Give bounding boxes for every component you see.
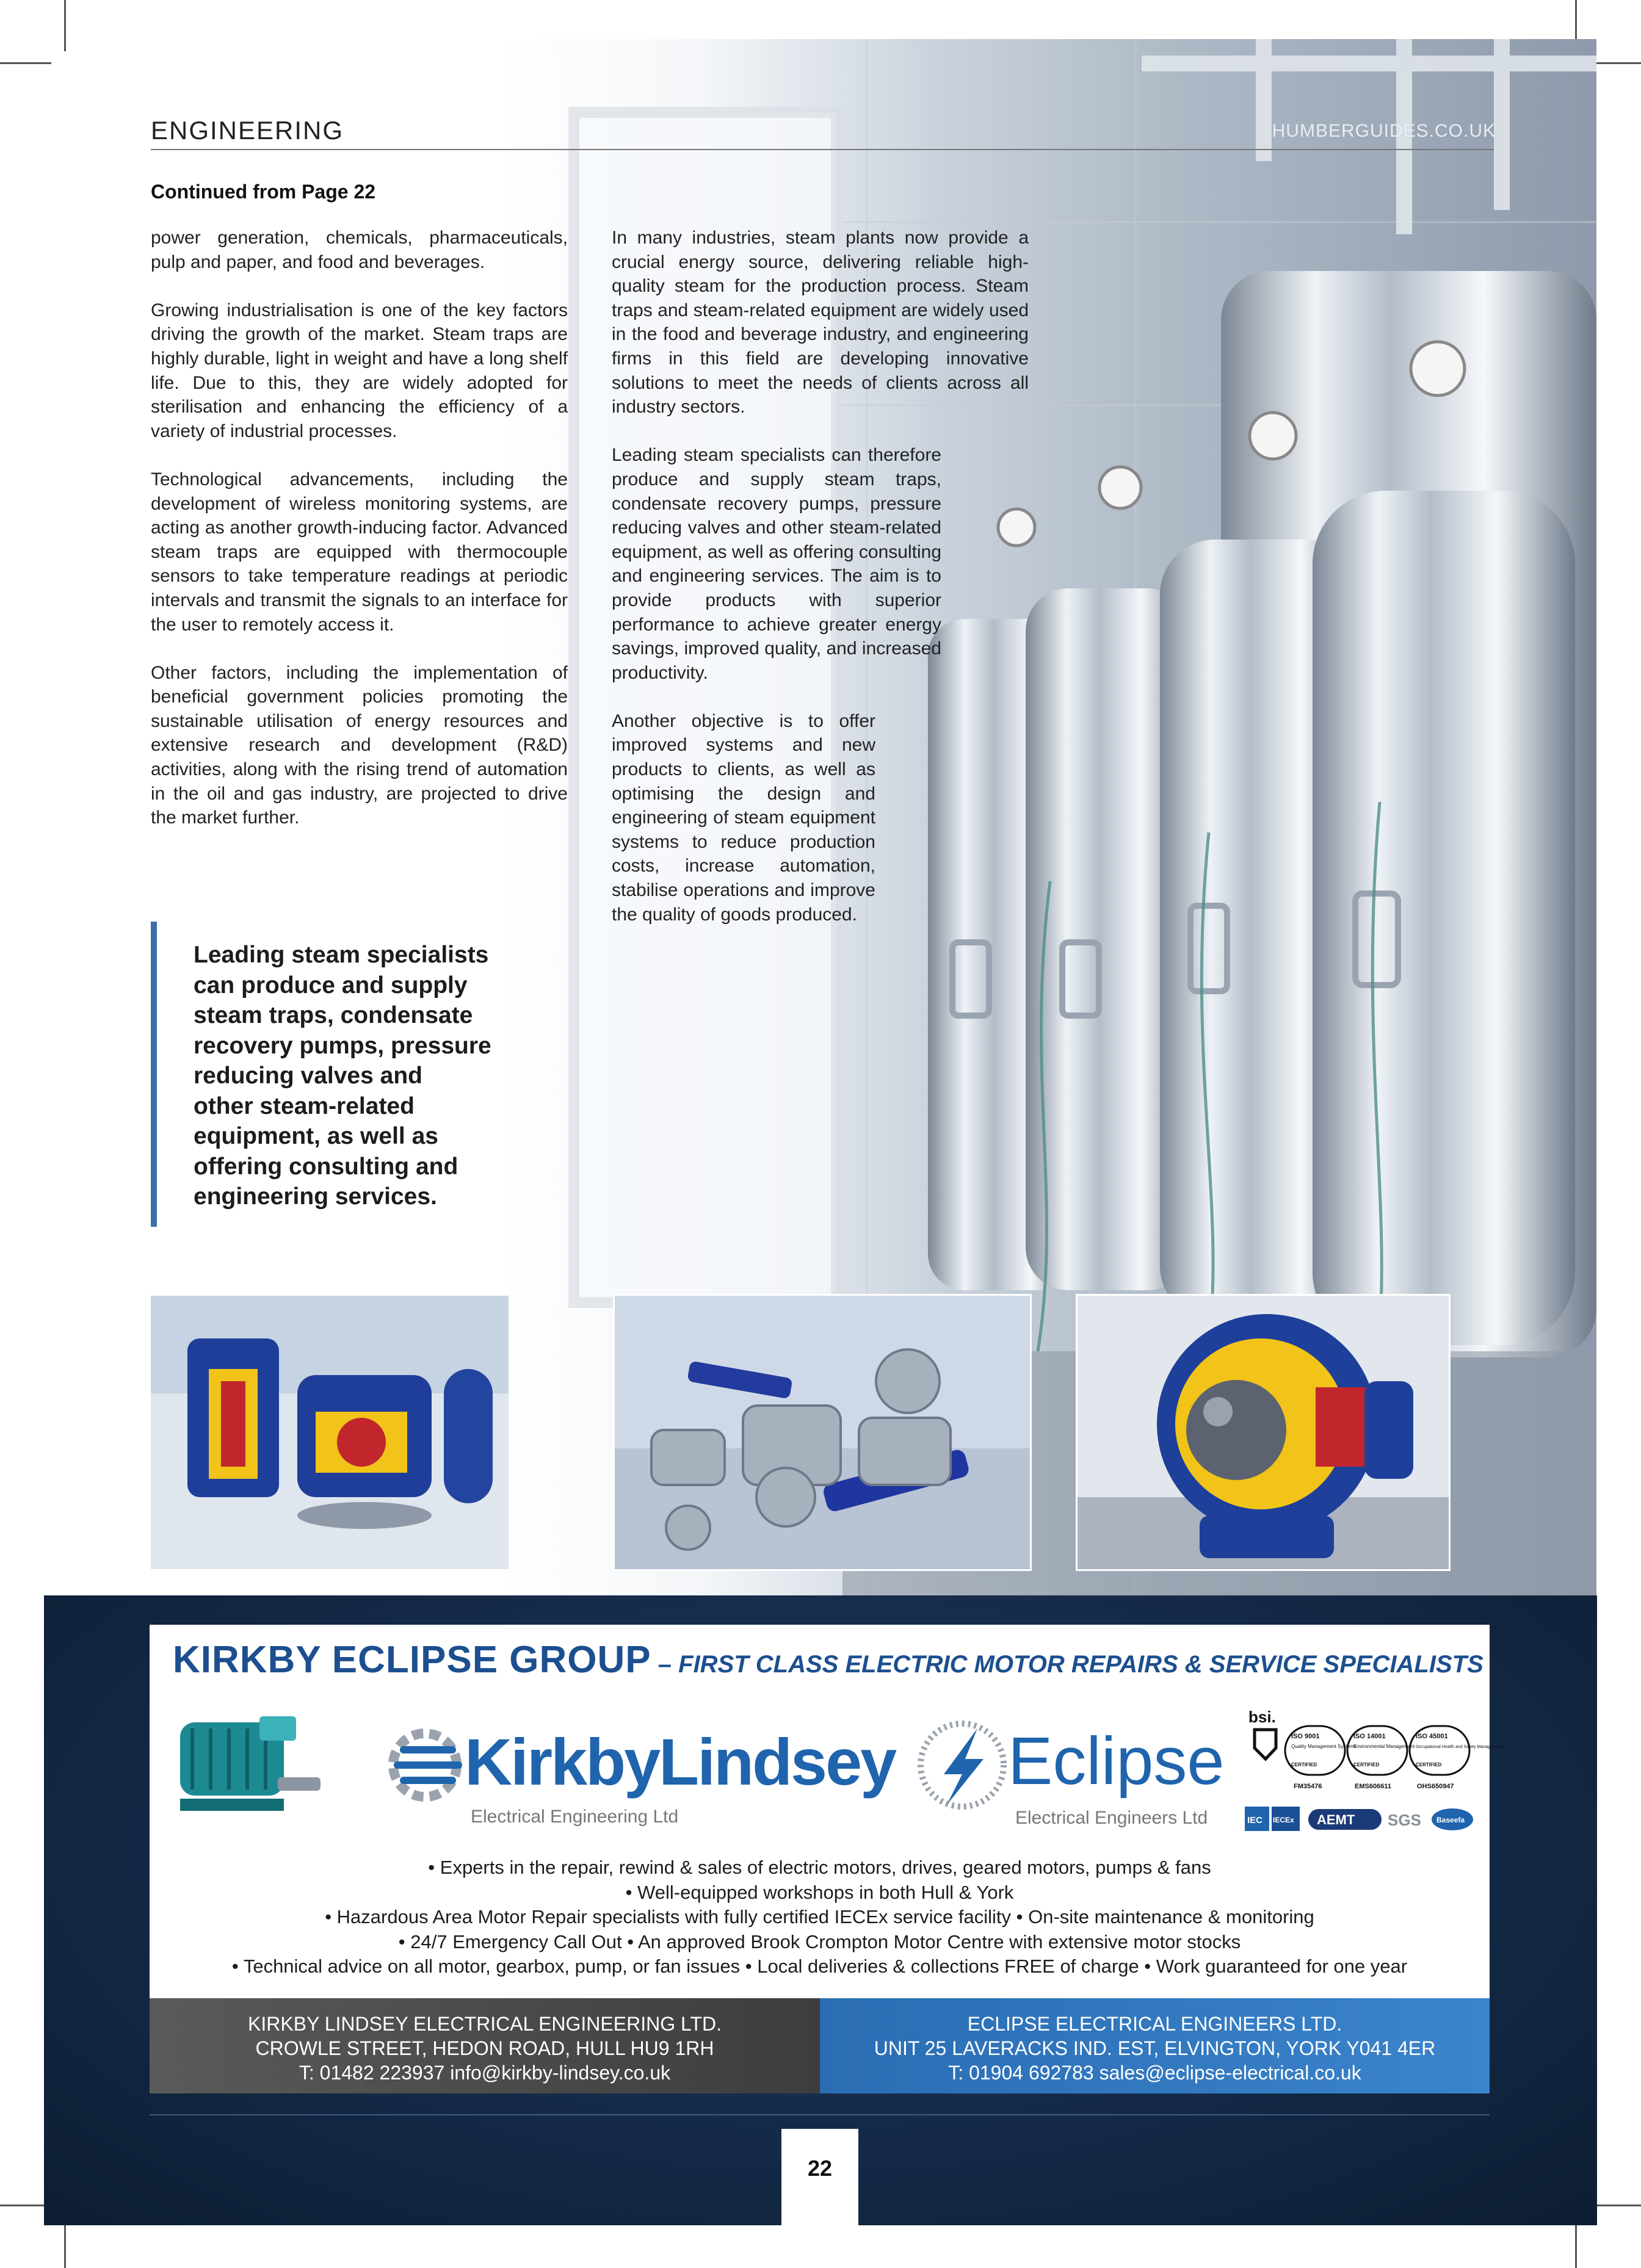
services-list <box>150 1855 1490 1979</box>
pull-quote-line: steam traps, condensate <box>194 1002 473 1028</box>
bsi-label: bsi. <box>1248 1708 1276 1726</box>
bsi-kitemark-icon <box>1248 1708 1276 1759</box>
crop-mark <box>1590 62 1641 64</box>
iecex-label: IECEx <box>1273 1816 1294 1824</box>
electric-motor-icon <box>168 1698 327 1826</box>
ad-title-tagline: – FIRST CLASS ELECTRIC MOTOR REPAIRS & SERVICE SPECIALISTS <box>651 1651 1483 1678</box>
service-line: • 24/7 Emergency Call Out • An approved Brook Crompton Motor Centre with extensive motor stocks <box>398 1930 1241 1952</box>
paragraph: Growing industrialisation is one of the key factors driving the growth of the market. Steam traps are highly durable, light in weight and have a long shelf life. Due to this, they are widely adopted for sterilisation and enhancing the efficiency of a variety of industrial processes. <box>151 300 568 441</box>
pull-quote-line: engineering services. <box>194 1183 437 1210</box>
steam-trap-cutaway-photo <box>149 1294 510 1571</box>
sgs-label: SGS <box>1388 1811 1421 1829</box>
iso-45001: ISO 45001 <box>1416 1733 1448 1740</box>
site-url[interactable]: HUMBERGUIDES.CO.UK <box>1272 121 1496 141</box>
address-line: UNIT 25 LAVERACKS IND. EST, ELVINGTON, YORK Y041 4ER <box>874 2037 1436 2059</box>
certified-label: CERTIFIED <box>1353 1762 1380 1768</box>
section-label: ENGINEERING <box>151 116 344 145</box>
iso-45001-label: Occupational Health and Safety Management <box>1416 1745 1502 1749</box>
contact-line[interactable]: T: 01482 223937 info@kirkby-lindsey.co.uk <box>299 2062 671 2084</box>
service-line: • Well-equipped workshops in both Hull & York <box>625 1881 1014 1903</box>
cert-code: OHS650947 <box>1417 1783 1454 1790</box>
article-column-1 <box>151 226 568 854</box>
certification-badges <box>1242 1705 1502 1846</box>
page-number-box <box>781 2129 858 2225</box>
crop-mark <box>64 0 66 51</box>
header-rule <box>151 149 1494 150</box>
paragraph: power generation, chemicals, pharmaceuticals, pulp and paper, and food and beverages. <box>151 228 568 272</box>
pull-quote-line: can produce and supply <box>194 972 468 999</box>
pull-quote-line: offering consulting and <box>194 1153 458 1180</box>
pull-quote-line: reducing valves and <box>194 1063 422 1089</box>
iso-14001-label: Environmental Management <box>1353 1744 1415 1749</box>
ad-title <box>173 1638 1483 1681</box>
cert-code: EMS606611 <box>1355 1783 1391 1790</box>
pull-quote <box>151 922 572 1227</box>
kirkby-eclipse-advert[interactable] <box>150 1625 1502 2093</box>
service-line: • Hazardous Area Motor Repair specialists with fully certified IECEx service facility • On-site maintenance & monitoring <box>325 1906 1314 1927</box>
gear-icon <box>385 1716 465 1814</box>
eclipse-subtitle: Electrical Engineers Ltd <box>1015 1808 1208 1828</box>
paragraph: Leading steam specialists can therefore produce and supply steam traps, condensate recovery pumps, pressure reducing valves and other steam-related equipment, as well as offering consulting and engineering services. The aim is to provide products with superior performance to achieve greater energy savings, improved quality, and increased productivity. <box>612 445 941 683</box>
service-line: • Experts in the repair, rewind & sales of electric motors, drives, geared motors, pumps & fans <box>428 1857 1211 1878</box>
float-trap-cutaway-photo <box>1076 1294 1451 1571</box>
iso-9001: ISO 9001 <box>1291 1733 1320 1740</box>
lightning-bolt-icon <box>916 1716 1008 1814</box>
eclipse-name: Eclipse <box>1008 1724 1225 1799</box>
kirkby-lindsey-name: KirkbyLindsey <box>465 1725 896 1799</box>
eclipse-address <box>820 1998 1490 2093</box>
certified-label: CERTIFIED <box>1291 1762 1317 1768</box>
contact-line[interactable]: T: 01904 692783 sales@eclipse-electrical.co.uk <box>948 2062 1361 2084</box>
cert-code: FM35476 <box>1294 1783 1322 1790</box>
iec-label: IEC <box>1247 1815 1263 1826</box>
steel-valves-photo <box>613 1294 1032 1571</box>
baseefa-label: Baseefa <box>1436 1816 1465 1824</box>
kirkby-lindsey-address <box>150 1998 820 2093</box>
address-line: CROWLE STREET, HEDON ROAD, HULL HU9 1RH <box>255 2037 714 2059</box>
kirkby-lindsey-subtitle: Electrical Engineering Ltd <box>471 1807 679 1827</box>
certified-label: CERTIFIED <box>1416 1762 1442 1768</box>
footer-rule <box>150 2114 1490 2115</box>
article-column-2 <box>612 226 1029 951</box>
aemt-label: AEMT <box>1317 1812 1355 1827</box>
pull-quote-line: Leading steam specialists <box>194 942 489 968</box>
pull-quote-line: other steam-related <box>194 1092 415 1119</box>
iso-14001: ISO 14001 <box>1353 1733 1386 1740</box>
paragraph: Technological advancements, including the development of wireless monitoring systems, are acting as another growth-inducing factor. Advanced steam traps are equipped with thermocouple sensors to take temperature readings at periodic intervals and transmit the signals to an interface for the user to remotely access it. <box>151 469 568 635</box>
paragraph: Another objective is to offer improved systems and new products to clients, as well as optimising the design and engineering of steam equipment systems to reduce production costs, increase automation, stabilise operations and improve the quality of goods produced. <box>612 710 875 925</box>
ad-title-main: KIRKBY ECLIPSE GROUP <box>173 1639 651 1681</box>
crop-mark <box>0 62 51 64</box>
paragraph: In many industries, steam plants now provide a crucial energy source, delivering reliable high-quality steam for the production process. Steam traps and steam-related equipment are widely used in the food and beverage industry, and engineering firms in this field are developing innovative solutions to meet the needs of clients across all industry sectors. <box>612 228 1029 417</box>
iso-9001-label: Quality Management Systems <box>1291 1744 1357 1749</box>
address-line: ECLIPSE ELECTRICAL ENGINEERS LTD. <box>967 2013 1342 2035</box>
address-line: KIRKBY LINDSEY ELECTRICAL ENGINEERING LTD. <box>248 2013 722 2035</box>
pull-quote-line: recovery pumps, pressure <box>194 1032 491 1059</box>
pull-quote-line: equipment, as well as <box>194 1123 438 1149</box>
service-line: • Technical advice on all motor, gearbox, pump, or fan issues • Local deliveries & collections FREE of charge • Work guaranteed for one year <box>231 1956 1408 1977</box>
crop-mark <box>1590 2205 1641 2206</box>
paragraph: Other factors, including the implementation of beneficial government policies promoting the sustainable utilisation of energy resources and extensive research and development (R&D) activities, along with the rising trend of automation in the oil and gas industry, are projected to drive the market further. <box>151 662 568 828</box>
page-number: 22 <box>807 2156 833 2181</box>
continued-from-note: Continued from Page 22 <box>151 181 376 203</box>
